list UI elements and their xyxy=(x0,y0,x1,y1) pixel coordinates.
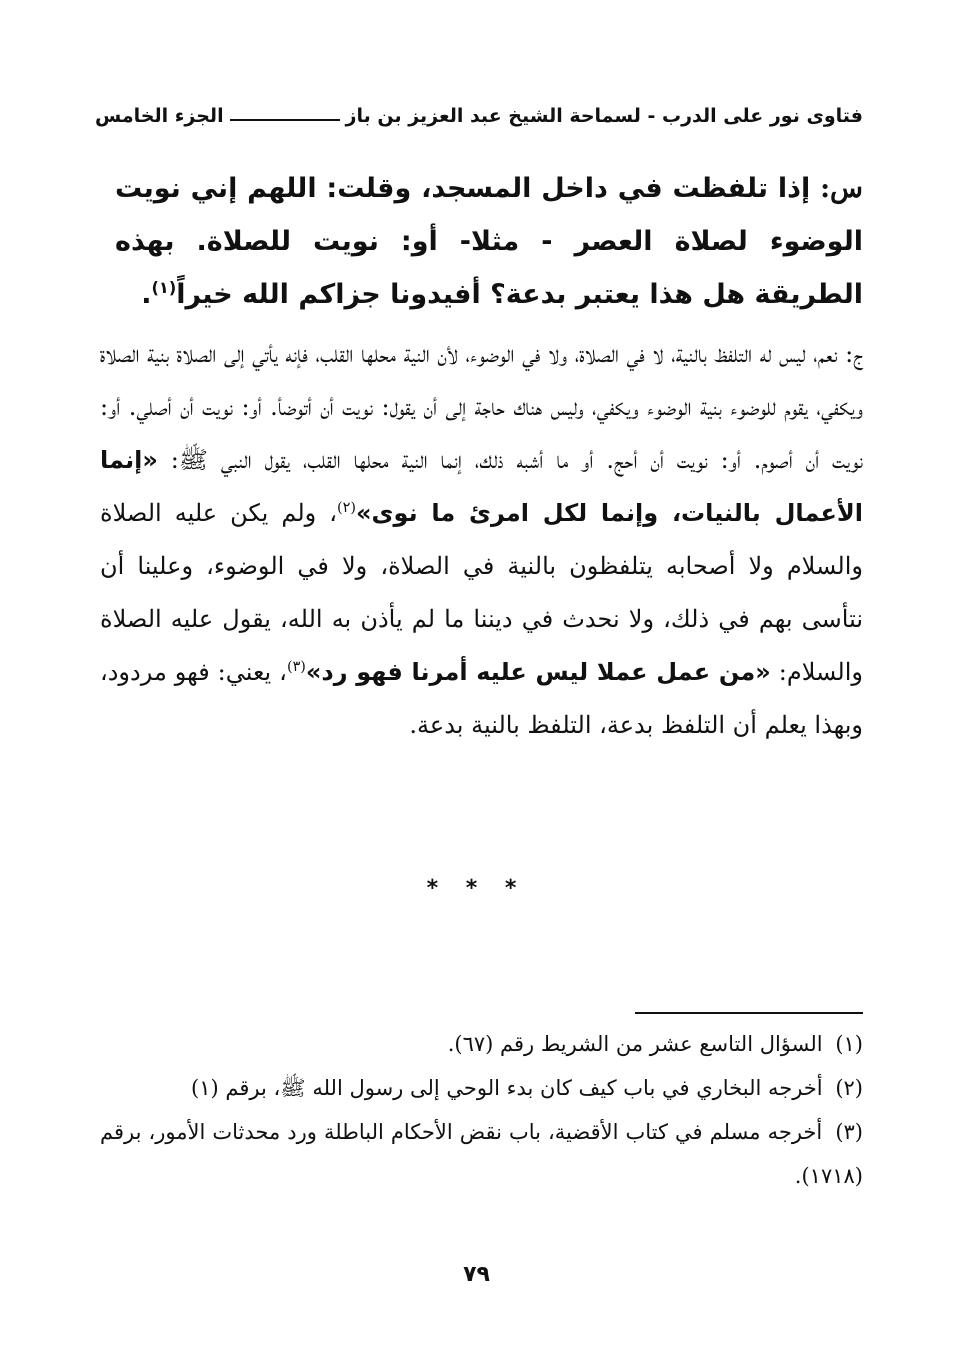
footnote-ref-3: (٣) xyxy=(286,659,306,675)
footnote-text: أخرجه البخاري في باب كيف كان بدء الوحي إلى رسول الله ﷺ، برقم (١) xyxy=(191,1076,823,1100)
footnote-text: السؤال التاسع عشر من الشريط رقم (٦٧). xyxy=(447,1032,823,1056)
footnote-text: أخرجه مسلم في كتاب الأقضية، باب نقض الأحكام الباطلة ورد محدثات الأمور، برقم (١٧١٨). xyxy=(100,1120,863,1188)
footnote-ref-2: (٢) xyxy=(337,500,357,516)
answer-text-2: ، ولم يكن عليه الصلاة والسلام ولا أصحابه يتلفظون بالنية في الصلاة، ولا في الوضوء، وعلينا أن نتأسى بهم في ذلك، ولا نحدث في ديننا ما لم يأذن به الله، يقول عليه الصلاة والسلام: xyxy=(100,499,863,686)
hadith-quote-2: «من عمل عملا ليس عليه أمرنا فهو رد» xyxy=(305,658,771,686)
footnote-divider xyxy=(635,1012,863,1014)
question-paragraph xyxy=(115,162,863,321)
question-text: إذا تلفظت في داخل المسجد، وقلت: اللهم إني نويت الوضوء لصلاة العصر - مثلا- أو: نويت للصلاة. بهذه الطريقة هل هذا يعتبر بدعة؟ أفيدونا جزاكم الله خيراً xyxy=(115,173,863,310)
answer-paragraph xyxy=(100,328,863,752)
footnote-3 xyxy=(100,1110,863,1198)
question-marker: س: xyxy=(820,173,863,204)
footnote-number: (١) xyxy=(835,1032,863,1056)
running-header xyxy=(95,96,863,136)
footnote-2 xyxy=(100,1066,863,1110)
footnote-1 xyxy=(100,1022,863,1066)
header-rule xyxy=(230,119,340,121)
footnote-number: (٢) xyxy=(835,1076,863,1100)
footnote-number: (٣) xyxy=(835,1120,863,1144)
section-separator: * * * xyxy=(426,876,527,901)
footnote-ref-1: (١) xyxy=(151,278,177,297)
footnotes xyxy=(100,1022,863,1198)
answer-text-1: ج: نعم، ليس له التلفظ بالنية، لا في الصلاة، ولا في الوضوء، لأن النية محلها القلب، فإنه يأتي إلى الصلاة بنية الصلاة ويكفي، يقوم للوضوء بنية الوضوء ويكفي، وليس هناك حاجة إلى أن يقول: نويت أن أتوضأ. أو: نويت أن أصلي. أو: نويت أن أصوم. أو: نويت أن أحج. أو ما أشبه ذلك، إنما النية محلها القلب، يقول النبي ﷺ: xyxy=(100,340,864,474)
volume-label: الجزء الخامس xyxy=(95,105,224,127)
question-end: . xyxy=(141,279,152,310)
page-number: ٧٩ xyxy=(463,1262,490,1287)
answer-text-3: ، يعني: فهو مردود، وبهذا يعلم أن التلفظ بدعة، التلفظ بالنية بدعة. xyxy=(100,658,863,739)
hadith-quote-1: «إنما الأعمال بالنيات، وإنما لكل امرئ ما نوى» xyxy=(100,446,864,527)
book-title: فتاوى نور على الدرب - لسماحة الشيخ عبد العزيز بن باز xyxy=(345,105,863,127)
